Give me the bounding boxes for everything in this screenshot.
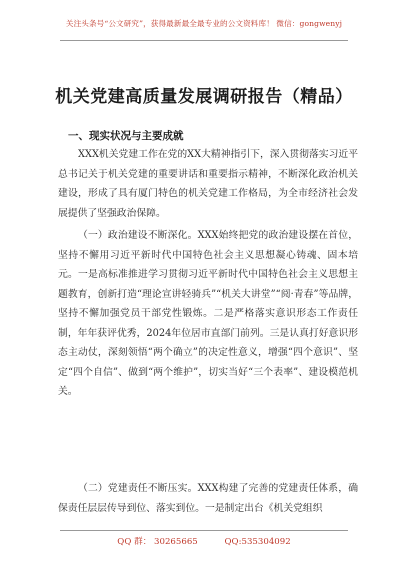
footer-contact: [0, 535, 408, 547]
paragraph-intro: XXX机关党建工作在党的XX大精神指引下，深入贯彻落实习近平总书记关于机关党建的重要讲话和重要指示精神，不断深化政治机关建设，形成了具有厦门特色的机关党建工作格局，为全市经济社会发展提供了坚强政治保障。: [58, 149, 358, 219]
paragraph-responsibility: （二）党建责任不断压实。XXX构建了完善的党建责任体系，确保责任层层传导到位、落实到位。一是制定出台《机关党组织: [58, 483, 358, 514]
header-note: 关注头条号“公文研究”，获得最新最全最专业的公文资料库！ 微信：gongwenyj: [65, 19, 343, 28]
document-title: 机关党建高质量发展调研报告（精品）: [55, 87, 353, 107]
section-heading: 一、现实状况与主要成就: [68, 130, 184, 142]
header-divider: [60, 40, 348, 41]
paragraph-political-building: （一）政治建设不断深化。XXX始终把党的政治建设摆在首位，坚持不懈用习近平新时代中国特色社会主义思想凝心铸魂、固本培元。一是高标准推进学习贯彻习近平新时代中国特色社会主义思想主题教育，创新打造“理论宣讲轻骑兵”“机关大讲堂”“阅·青春”等品牌，坚持不懈加强党员干部党性锻炼。二是严格落实意识形态工作责任制，年年获评优秀，2024年位居市直部门前列。三是认真打好意识形态主动仗，深刻领悟“两个确立”的决定性意义，增强“四个意识”、坚定“四个自信”、做到“两个维护”，切实当好“三个表率”、建设模范机关。: [58, 230, 358, 397]
footer-qq-number: QQ:535304092: [224, 537, 291, 547]
footer-divider: [60, 530, 348, 531]
footer-qq-group: QQ 群： 30265665: [117, 537, 198, 547]
